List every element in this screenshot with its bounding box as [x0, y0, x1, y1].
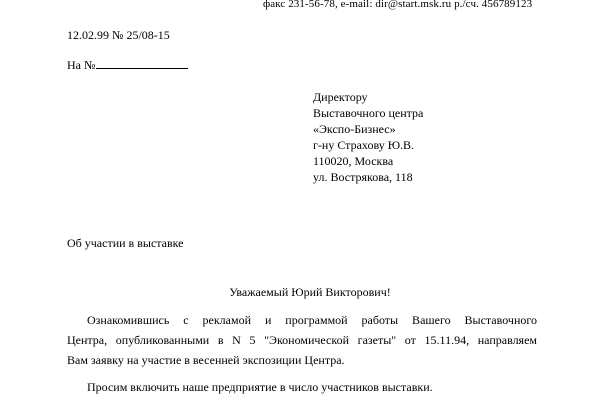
- body-paragraph-2: Просим включить наше предприятие в число участников выставки.: [87, 380, 433, 394]
- recipient-line: г-ну Страхову Ю.В.: [313, 138, 415, 152]
- reference-field: [67, 56, 188, 73]
- recipient-line: ул. Вострякова, 118: [313, 170, 413, 184]
- paragraph-line: Ознакомившись с рекламой и программой работы Вашего Выставочного: [87, 313, 537, 327]
- recipient-line: «Экспо-Бизнес»: [313, 122, 396, 136]
- letter-subject: Об участии в выставке: [67, 236, 184, 250]
- recipient-line: Директору: [313, 90, 368, 104]
- reference-label: На №: [67, 58, 96, 72]
- recipient-address-block: [313, 89, 423, 185]
- salutation: Уважаемый Юрий Викторович!: [229, 285, 391, 299]
- body-paragraph-1: [67, 310, 537, 370]
- document-date-number: 12.02.99 № 25/08-15: [67, 28, 170, 42]
- paragraph-line: Центра, опубликованными в N 5 "Экономической газеты" от 15.11.94, направляем: [67, 333, 537, 347]
- paragraph-line: Вам заявку на участие в весенней экспозиции Центра.: [67, 353, 345, 367]
- recipient-line: Выставочного центра: [313, 106, 424, 120]
- recipient-line: 110020, Москва: [313, 154, 394, 168]
- header-contact-line: факс 231-56-78, e-mail: dir@start.msk.ru р./сч. 456789123: [263, 0, 533, 10]
- reference-blank-line: [96, 56, 188, 69]
